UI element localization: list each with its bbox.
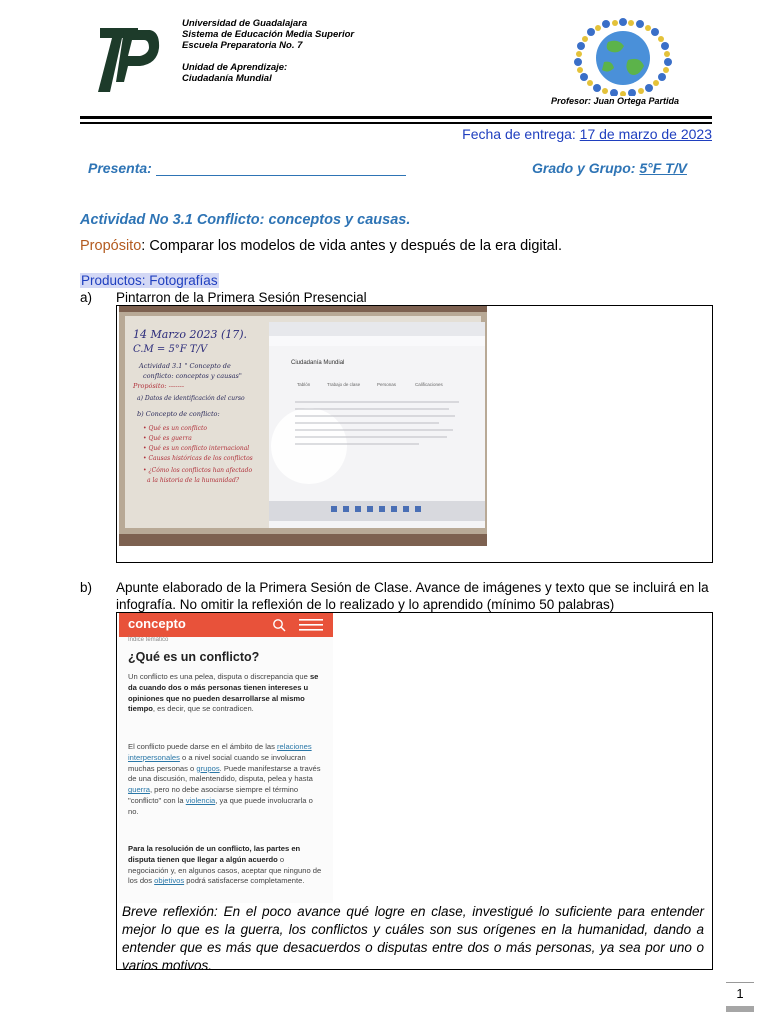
- institution-header: [182, 18, 354, 84]
- article-bold: Para la resolución de un conflicto, las partes en disputa tienen que llegar a algún acuerdo: [128, 844, 301, 864]
- board-line: • Qué es un conflicto internacional: [143, 445, 250, 452]
- delivery-date: [462, 126, 712, 142]
- article-paragraph: [128, 844, 324, 887]
- teacher-name: Profesor: Juan Ortega Partida: [551, 96, 680, 106]
- university-name: Universidad de Guadalajara: [182, 18, 308, 29]
- activity-title: Actividad No 3.1 Conflicto: conceptos y causas.: [80, 212, 411, 228]
- list-item: [80, 290, 367, 305]
- article-text: podrá satisfacerse completamente.: [184, 876, 305, 886]
- article-text: , es decir, que se contradicen.: [152, 704, 254, 714]
- article-brand: concepto: [128, 616, 186, 631]
- presenta-blank-line[interactable]: [156, 161, 406, 176]
- board-line: b) Concepto de conflicto:: [137, 410, 220, 418]
- list-item-text: Pintarron de la Primera Sesión Presencial: [116, 290, 367, 305]
- article-link[interactable]: grupos: [196, 763, 220, 773]
- page-number-rule: [726, 982, 754, 983]
- board-line: Propósito: -------: [133, 382, 185, 390]
- presenta-field: [88, 160, 406, 176]
- purpose-label: Propósito: [80, 238, 142, 254]
- article-text: o a nivel social cuando se involucran muchas personas o: [128, 752, 306, 773]
- board-line: a) Datos de identificación del curso: [137, 395, 245, 402]
- products-heading: Productos: Fotografías: [81, 273, 218, 288]
- article-heading: ¿Qué es un conflicto?: [128, 650, 260, 664]
- menu-icon[interactable]: [299, 619, 323, 631]
- article-screenshot: [119, 613, 333, 903]
- purpose-text: : Comparar los modelos de vida antes y después de la era digital.: [141, 238, 562, 254]
- school-logo: [94, 22, 162, 98]
- article-paragraph: [128, 672, 324, 715]
- board-line: 14 Marzo 2023 (17).: [133, 328, 248, 341]
- article-link[interactable]: violencia: [185, 795, 216, 805]
- board-line: C.M = 5°F T/V: [133, 344, 208, 355]
- list-marker: a): [80, 290, 93, 305]
- list-marker: b): [80, 580, 93, 595]
- board-line: • Qué es un conflicto: [143, 425, 208, 432]
- article-text: , pero no debe asociarse siempre el término "conflicto" con la: [128, 785, 299, 805]
- grado-grupo: [532, 160, 687, 176]
- whiteboard-photo: [119, 306, 487, 546]
- list-item-text: Apunte elaborado de la Primera Sesión de Clase. Avance de imágenes y texto que se incluirá en la infografía. No omitir la reflexión de lo realizado y lo aprendido (mínimo 50 palabras): [116, 580, 709, 612]
- system-name: Sistema de Educación Media Superior: [182, 29, 355, 40]
- delivery-label: Fecha de entrega:: [462, 126, 576, 142]
- page-number: 1: [736, 986, 744, 1001]
- article-text: Un conflicto es una pelea, disputa o discrepancia que: [128, 672, 310, 681]
- article-paragraph: [128, 742, 324, 818]
- article-text: o negociación y, en algunos casos, aceptar que ninguno de los dos: [128, 854, 322, 886]
- delivery-value: 17 de marzo de 2023: [579, 126, 712, 142]
- board-line: Actividad 3.1 " Concepto de: [139, 362, 231, 370]
- article-text: . Puede manifestarse a través de una discusión, malentendido, disputa, pelea y hasta: [128, 763, 321, 784]
- header-divider: [80, 116, 712, 119]
- unit-label: Unidad de Aprendizaje:: [182, 62, 288, 73]
- board-line: • Causas históricas de los conflictos: [143, 455, 253, 462]
- screen-title: Ciudadanía Mundial: [291, 360, 345, 366]
- article-index-link[interactable]: Índice temático: [128, 637, 169, 643]
- article-header-bar: [119, 613, 333, 637]
- screen-tab: Trabajo de clase: [327, 382, 361, 387]
- board-line: a la historia de la humanidad?: [147, 477, 240, 484]
- article-text: El conflicto puede darse en el ámbito de las: [128, 742, 278, 751]
- reflection-text: Breve reflexión: En el poco avance qué logre en clase, investigué lo suficiente para entender mejor lo que es la guerra, los conflictos y cuáles son sus orígenes en la humanidad, dando a entender que es más que desacuerdos o disputas entre dos o más personas, ya sea por uno o varios motivos.: [122, 904, 704, 973]
- grado-value: 5°F T/V: [639, 160, 687, 176]
- whiteboard-image: [119, 306, 487, 546]
- page-number-bar: [726, 1006, 754, 1012]
- article-link[interactable]: relaciones interpersonales: [128, 742, 312, 762]
- article-bold: se da cuando dos o más personas tienen intereses u opiniones que no pueden desarrollarse al mismo tiempo: [128, 672, 319, 714]
- search-icon[interactable]: [272, 618, 286, 632]
- screen-tab: Tablón: [297, 382, 311, 387]
- article-text: , ya que puede involucrarla o no.: [128, 795, 313, 816]
- unit-name: Ciudadanía Mundial: [182, 73, 272, 84]
- article-link[interactable]: guerra: [128, 785, 150, 795]
- header-divider-thin: [80, 122, 712, 124]
- board-line: conflicto: conceptos y causas": [143, 372, 242, 380]
- grado-label: Grado y Grupo:: [532, 160, 636, 176]
- presenta-label: Presenta:: [88, 160, 152, 176]
- purpose: [80, 238, 562, 254]
- screen-tab: Calificaciones: [415, 382, 443, 387]
- list-item: [80, 579, 720, 612]
- screen-tab: Personas: [377, 382, 397, 387]
- globe-people-icon: [568, 16, 678, 96]
- article-link[interactable]: objetivos: [154, 876, 185, 886]
- school-name: Escuela Preparatoria No. 7: [182, 40, 303, 51]
- board-line: • ¿Cómo los conflictos han afectado: [143, 467, 253, 474]
- board-line: • Qué es guerra: [143, 435, 192, 442]
